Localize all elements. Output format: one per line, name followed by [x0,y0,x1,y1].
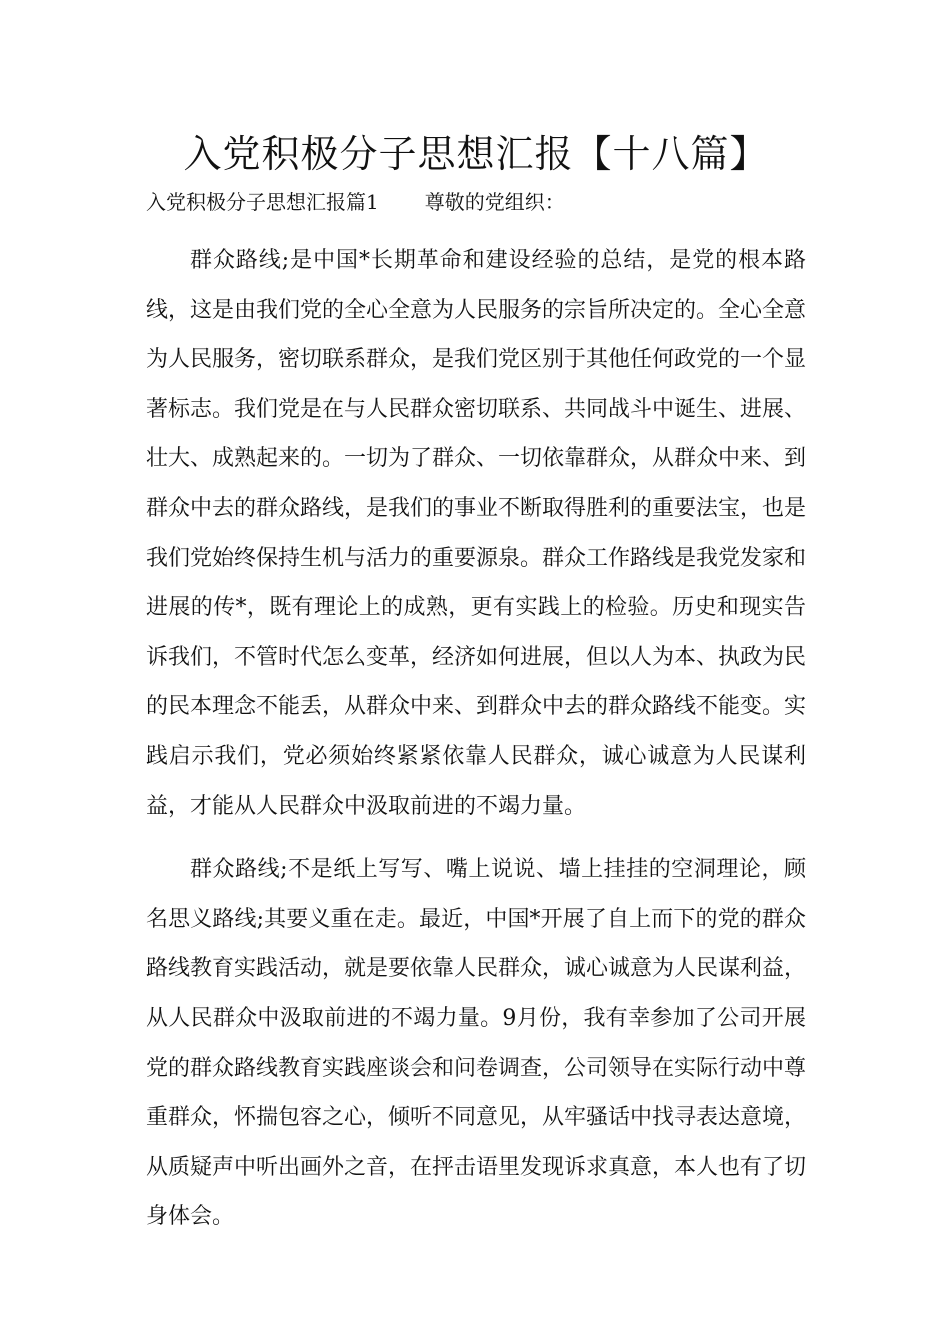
section-label: 入党积极分子思想汇报篇1 [146,190,379,214]
document-subheading [146,182,806,222]
salutation: 尊敬的党组织： [424,190,565,214]
body-paragraph: 群众路线;是中国*长期革命和建设经验的总结，是党的根本路线，这是由我们党的全心全意为人民服务的宗旨所决定的。全心全意为人民服务，密切联系群众，是我们党区别于其他任何政党的一个显著标志。我们党是在与人民群众密切联系、共同战斗中诞生、进展、壮大、成熟起来的。一切为了群众、一切依靠群众，从群众中来、到群众中去的群众路线，是我们的事业不断取得胜利的重要法宝，也是我们党始终保持生机与活力的重要源泉。群众工作路线是我党发家和进展的传*，既有理论上的成熟，更有实践上的检验。历史和现实告诉我们，不管时代怎么变革，经济如何进展，但以人为本、执政为民的民本理念不能丢，从群众中来、到群众中去的群众路线不能变。实践启示我们，党必须始终紧紧依靠人民群众，诚心诚意为人民谋利益，才能从人民群众中汲取前进的不竭力量。 [146,248,807,819]
body-paragraph: 群众路线;不是纸上写写、嘴上说说、墙上挂挂的空洞理论，顾名思义路线;其要义重在走。最近，中国*开展了自上而下的党的群众路线教育实践活动，就是要依靠人民群众，诚心诚意为人民谋利益，从人民群众中汲取前进的不竭力量。9月份，我有幸参加了公司开展党的群众路线教育实践座谈会和问卷调查，公司领导在实际行动中尊重群众，怀揣包容之心，倾听不同意见，从牢骚话中找寻表达意境，从质疑声中听出画外之音，在抨击语里发现诉求真意，本人也有了切身体会。 [146,857,807,1230]
document-title: 入党积极分子思想汇报【十八篇】 [183,132,769,176]
document-page [146,128,806,1242]
